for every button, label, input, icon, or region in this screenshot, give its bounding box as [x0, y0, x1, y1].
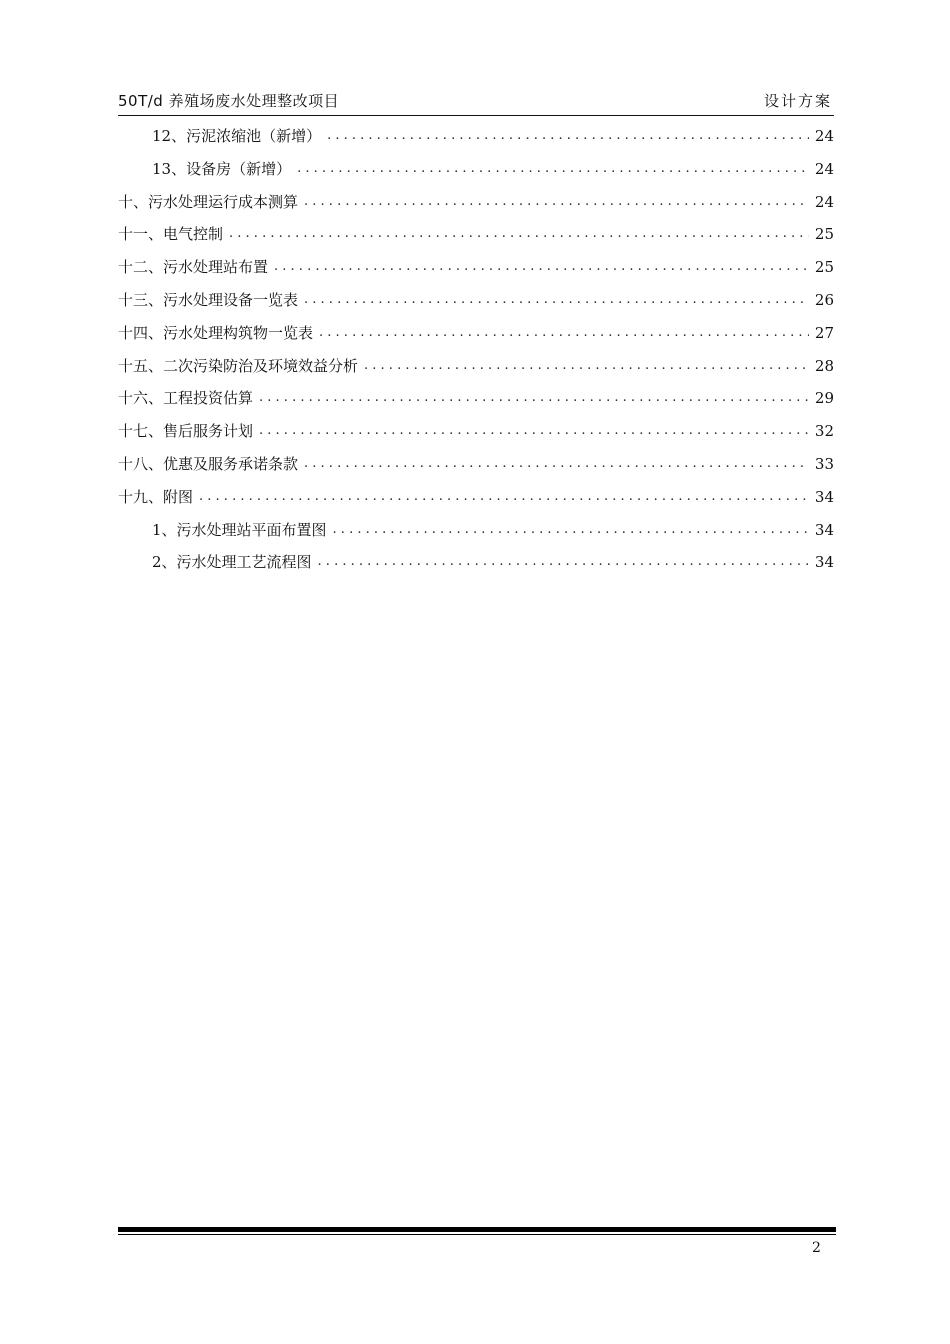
toc-entry[interactable] — [118, 448, 834, 481]
toc-entry-page: 34 — [814, 520, 834, 539]
toc-entry[interactable] — [118, 382, 834, 415]
toc-dot-leader — [259, 382, 809, 415]
toc-dot-leader — [297, 153, 809, 186]
toc-entry-label: 十九、附图 — [118, 487, 194, 506]
toc-dot-leader — [333, 514, 809, 547]
toc-entry[interactable] — [118, 317, 834, 350]
toc-entry[interactable] — [118, 251, 834, 284]
toc-entry[interactable] — [118, 218, 834, 251]
toc-entry-label: 十七、售后服务计划 — [118, 422, 254, 441]
toc-entry-page: 29 — [814, 389, 834, 408]
toc-entry[interactable] — [118, 284, 834, 317]
toc-entry[interactable] — [118, 514, 834, 547]
toc-entry[interactable] — [118, 186, 834, 219]
toc-dot-leader — [199, 481, 809, 514]
toc-dot-leader — [304, 448, 809, 481]
toc-entry-page: 34 — [814, 487, 834, 506]
toc-entry[interactable] — [118, 120, 834, 153]
toc-entry-label: 十六、工程投资估算 — [118, 389, 254, 408]
toc-entry-label: 2、污水处理工艺流程图 — [152, 553, 312, 572]
toc-entry[interactable] — [118, 546, 834, 579]
toc-entry[interactable] — [118, 350, 834, 383]
toc-dot-leader — [304, 284, 809, 317]
toc-entry-label: 1、污水处理站平面布置图 — [152, 520, 327, 539]
footer-divider-thick — [118, 1227, 836, 1232]
toc-entry-label: 十八、优惠及服务承诺条款 — [118, 454, 299, 473]
toc-entry-page: 33 — [814, 454, 834, 473]
document-type: 设计方案 — [763, 92, 832, 110]
toc-entry-label: 13、设备房（新增） — [152, 159, 292, 178]
toc-entry-page: 24 — [814, 192, 834, 211]
toc-entry-page: 26 — [814, 290, 834, 309]
toc-dot-leader — [304, 186, 809, 219]
toc-entry-label: 十二、污水处理站布置 — [118, 258, 269, 277]
toc-dot-leader — [274, 251, 809, 284]
toc-dot-leader — [327, 120, 809, 153]
toc-entry-page: 28 — [814, 356, 834, 375]
toc-entry-page: 32 — [814, 422, 834, 441]
toc-entry-page: 34 — [814, 553, 834, 572]
toc-entry-label: 十一、电气控制 — [118, 225, 224, 244]
toc-entry-label: 十三、污水处理设备一览表 — [118, 290, 299, 309]
toc-entry[interactable] — [118, 153, 834, 186]
header-divider — [118, 115, 834, 116]
toc-entry[interactable] — [118, 481, 834, 514]
project-title: 50T/d 养殖场废水处理整改项目 — [118, 92, 340, 110]
toc-entry-page: 24 — [814, 159, 834, 178]
toc-dot-leader — [259, 415, 809, 448]
toc-entry-page: 27 — [814, 323, 834, 342]
toc-entry-page: 25 — [814, 225, 834, 244]
toc-entry-label: 十四、污水处理构筑物一览表 — [118, 323, 314, 342]
toc-entry-label: 十五、二次污染防治及环境效益分析 — [118, 356, 359, 375]
toc-dot-leader — [364, 350, 809, 383]
table-of-contents — [118, 120, 834, 579]
toc-entry-page: 25 — [814, 258, 834, 277]
toc-dot-leader — [229, 218, 809, 251]
toc-entry-page: 24 — [814, 127, 834, 145]
toc-dot-leader — [318, 546, 809, 579]
toc-entry-label: 十、污水处理运行成本测算 — [118, 192, 299, 211]
toc-entry-label: 12、污泥浓缩池（新增） — [152, 127, 322, 145]
footer-divider-thin — [118, 1234, 836, 1235]
toc-entry[interactable] — [118, 415, 834, 448]
page-number: 2 — [812, 1240, 821, 1256]
toc-dot-leader — [319, 317, 809, 350]
